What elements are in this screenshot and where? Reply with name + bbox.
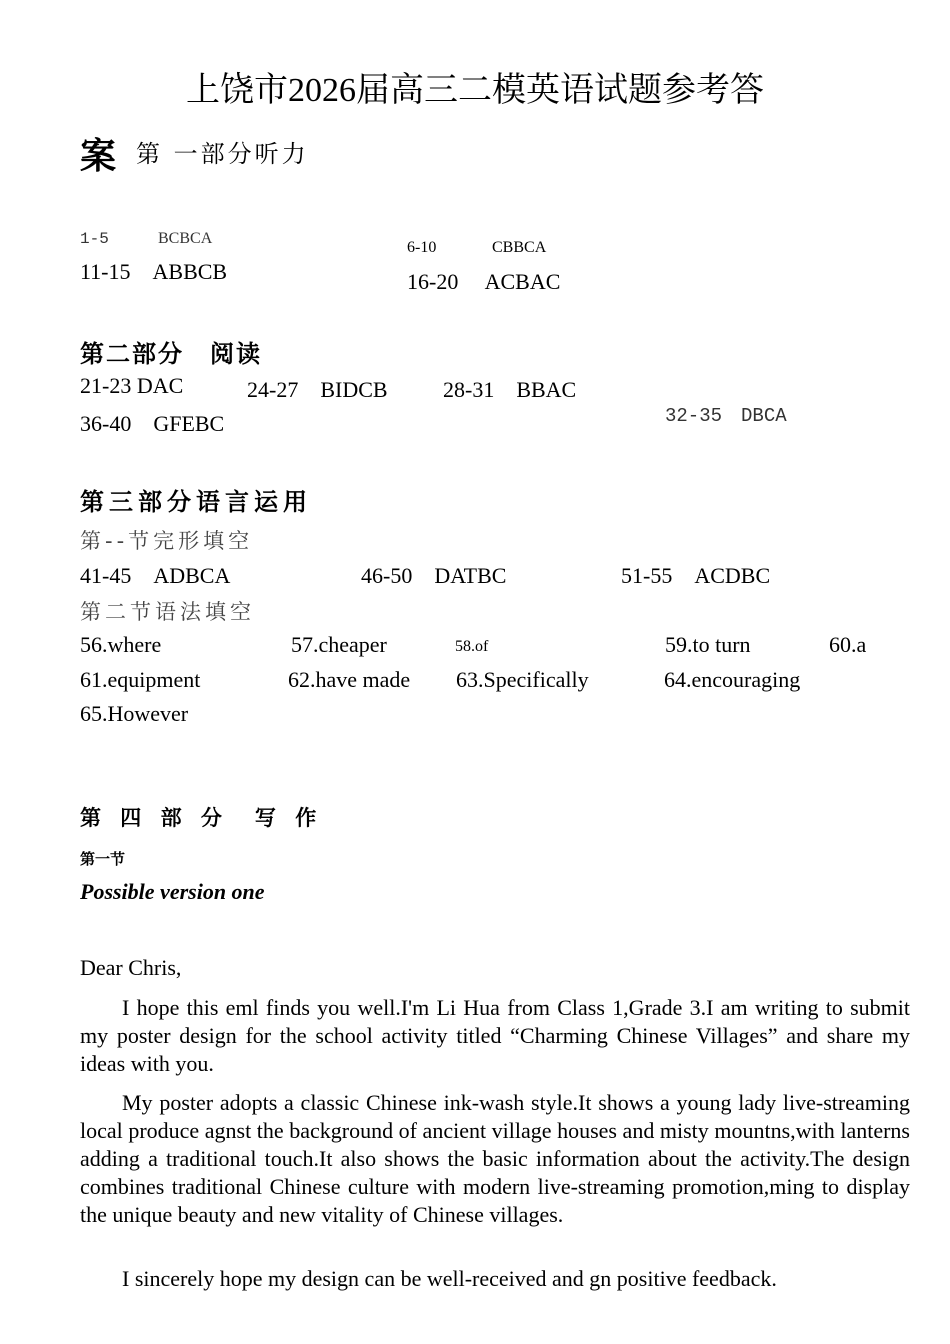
part3-heading: 第三部分语言运用 <box>80 487 312 516</box>
cloze-answers-41-45: 41-45 ADBCA <box>80 563 231 588</box>
reading-answers-21-23: 21-23 DAC <box>80 373 184 398</box>
writing-section-heading: 第一节 <box>80 850 126 868</box>
listening-answers-11-15: 11-15 ABBCB <box>80 259 228 284</box>
letter-paragraph-3: I sincerely hope my design can be well-received and gn positive feedback. <box>122 1266 777 1291</box>
listening-answers-6-10: CBBCA <box>492 239 547 256</box>
possible-version-label: Possible version one <box>80 879 265 904</box>
page-title: 上饶市2026届高三二模英语试题参考答 <box>186 72 764 109</box>
grammar-answer-62: 62.have made <box>288 667 411 692</box>
cloze-answers-51-55: 51-55 ACDBC <box>621 563 771 588</box>
grammar-answer-59: 59.to turn <box>665 632 751 657</box>
listening-range-1-5: 1-5 <box>80 230 109 248</box>
reading-answers-32-35: 32-35 DBCA <box>665 405 787 427</box>
grammar-answer-60: 60.a <box>829 632 867 657</box>
grammar-section-heading: 第二节语法填空 <box>80 600 255 624</box>
cloze-answers-46-50: 46-50 DATBC <box>361 563 507 588</box>
reading-answers-24-27: 24-27 BIDCB <box>247 377 388 402</box>
cloze-section-heading: 第--节完形填空 <box>80 529 254 553</box>
letter-paragraph-1: I hope this eml finds you well.I'm Li Hua from Class 1,Grade 3.I am writing to submit my poster design for the school activity titled “Charming Chinese Villages” and share my ideas with you. <box>80 995 910 1076</box>
reading-answers-36-40: 36-40 GFEBC <box>80 411 225 436</box>
letter-salutation: Dear Chris, <box>80 955 182 980</box>
part1-heading: 第 一部分听力 <box>136 140 309 168</box>
grammar-answer-57: 57.cheaper <box>291 632 387 657</box>
grammar-answer-65: 65.However <box>80 701 189 726</box>
listening-answers-16-20: 16-20 ACBAC <box>407 269 561 294</box>
reading-answers-28-31: 28-31 BBAC <box>443 377 577 402</box>
part4-heading: 第 四 部 分 写 作 <box>80 805 323 830</box>
listening-answers-1-5: BCBCA <box>158 230 213 247</box>
grammar-answer-58: 58.of <box>455 638 489 655</box>
grammar-answer-61: 61.equipment <box>80 667 201 692</box>
listening-range-6-10: 6-10 <box>407 239 437 256</box>
part2-heading: 第二部分 阅读 <box>80 339 262 368</box>
grammar-answer-56: 56.where <box>80 632 162 657</box>
grammar-answer-63: 63.Specifically <box>456 667 589 692</box>
grammar-answer-64: 64.encouraging <box>664 667 801 692</box>
letter-paragraph-2: My poster adopts a classic Chinese ink-wash style.It shows a young lady live-streaming local produce agnst the background of ancient village houses and misty mountns,with lanterns adding a traditional touch.It also shows the basic information about the activity.The design combines traditional Chinese culture with modern live-streaming promotion,ming to display the unique beauty and new vitality of Chinese villages. <box>80 1090 910 1227</box>
page-title-continuation: 案 <box>80 136 117 176</box>
